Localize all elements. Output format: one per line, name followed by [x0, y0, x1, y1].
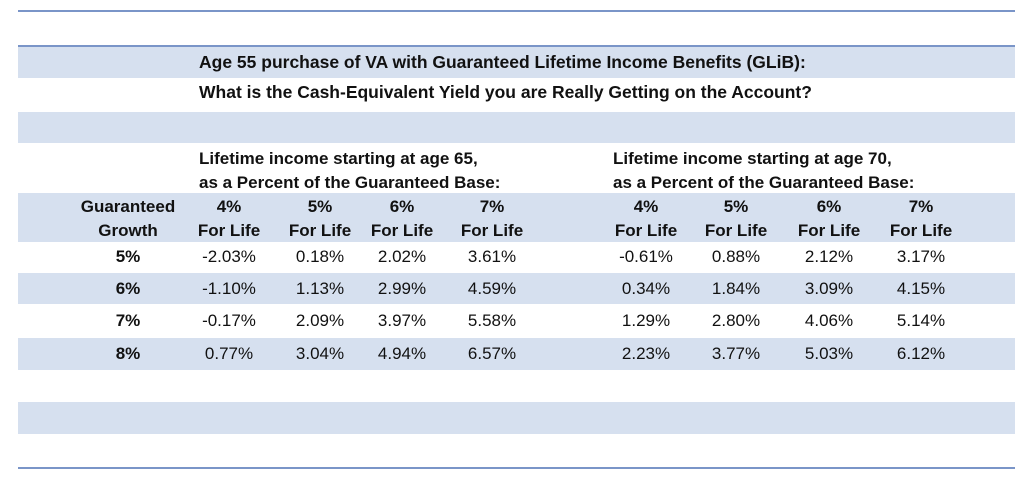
growth-cell: 5% [115, 247, 141, 266]
group-70-line-2: as a Percent of the Guaranteed Base: [613, 173, 915, 192]
col-65-4-pct: 4% [216, 197, 242, 216]
group-65-line-1: Lifetime income starting at age 65, [199, 149, 478, 168]
bottom-rule [18, 467, 1015, 469]
title-line-1: Age 55 purchase of VA with Guaranteed Lifetime Income Benefits (GLiB): [199, 52, 806, 72]
group-70-line-1: Lifetime income starting at age 70, [613, 149, 892, 168]
col-65-5-pct: 5% [307, 197, 333, 216]
data-cell: 0.77% [204, 344, 254, 363]
data-cell: 4.06% [804, 311, 854, 330]
data-cell: 0.18% [295, 247, 345, 266]
col-65-5-label: For Life [288, 221, 352, 240]
data-cell: 6.12% [896, 344, 946, 363]
col-70-7-label: For Life [889, 221, 953, 240]
row-header-line-1: Guaranteed [80, 197, 176, 216]
data-cell: 3.09% [804, 279, 854, 298]
data-cell: 0.34% [621, 279, 671, 298]
col-65-4-label: For Life [197, 221, 261, 240]
data-cell: 2.99% [377, 279, 427, 298]
col-70-5-pct: 5% [723, 197, 749, 216]
data-cell: 0.88% [711, 247, 761, 266]
data-cell: -0.17% [202, 311, 256, 330]
group-65-line-2: as a Percent of the Guaranteed Base: [199, 173, 501, 192]
col-70-4-pct: 4% [633, 197, 659, 216]
data-cell: 3.97% [377, 311, 427, 330]
col-65-6-label: For Life [370, 221, 434, 240]
data-cell: 4.15% [896, 279, 946, 298]
col-65-7-pct: 7% [479, 197, 505, 216]
col-70-6-label: For Life [797, 221, 861, 240]
data-cell: 5.14% [896, 311, 946, 330]
growth-cell: 7% [115, 311, 141, 330]
data-cell: 6.57% [467, 344, 517, 363]
top-rule [18, 10, 1015, 12]
data-cell: 3.77% [711, 344, 761, 363]
data-cell: 1.29% [621, 311, 671, 330]
spacer-band [18, 112, 1015, 143]
col-65-6-pct: 6% [389, 197, 415, 216]
data-cell: 3.04% [295, 344, 345, 363]
data-cell: 5.03% [804, 344, 854, 363]
data-cell: 1.84% [711, 279, 761, 298]
data-cell: 2.02% [377, 247, 427, 266]
data-cell: 4.94% [377, 344, 427, 363]
data-cell: 5.58% [467, 311, 517, 330]
col-70-4-label: For Life [614, 221, 678, 240]
data-cell: -2.03% [202, 247, 256, 266]
data-cell: -0.61% [619, 247, 673, 266]
data-cell: -1.10% [202, 279, 256, 298]
data-cell: 2.09% [295, 311, 345, 330]
empty-band [18, 402, 1015, 434]
growth-cell: 8% [115, 344, 141, 363]
col-70-5-label: For Life [704, 221, 768, 240]
data-cell: 2.12% [804, 247, 854, 266]
col-65-7-label: For Life [460, 221, 524, 240]
col-70-7-pct: 7% [908, 197, 934, 216]
title-line-2: What is the Cash-Equivalent Yield you are Really Getting on the Account? [199, 82, 812, 102]
data-cell: 3.17% [896, 247, 946, 266]
col-70-6-pct: 6% [816, 197, 842, 216]
data-cell: 2.23% [621, 344, 671, 363]
data-cell: 2.80% [711, 311, 761, 330]
row-header-line-2: Growth [98, 221, 158, 240]
data-cell: 1.13% [295, 279, 345, 298]
growth-cell: 6% [115, 279, 141, 298]
data-cell: 4.59% [467, 279, 517, 298]
data-cell: 3.61% [467, 247, 517, 266]
